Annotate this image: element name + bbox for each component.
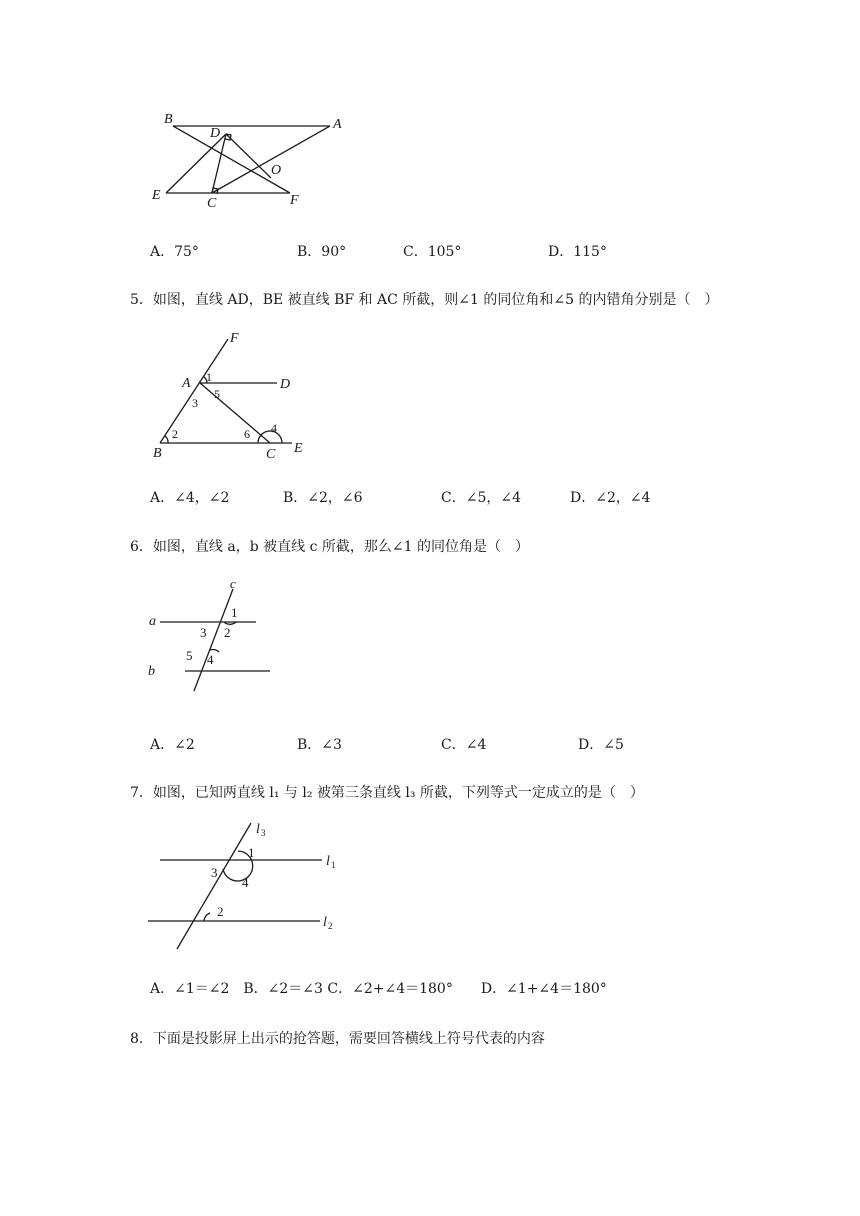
label-l2: l: [323, 915, 327, 930]
q5-figure: [140, 325, 340, 465]
label-E: E: [294, 441, 303, 456]
q6-option-a[interactable]: A．∠2: [150, 737, 195, 753]
q5-question-text: 5．如图，直线 AD，BE 被直线 BF 和 AC 所截，则∠1 的同位角和∠5 的内错角分别是（ ）: [130, 292, 719, 308]
label-C: C: [266, 447, 276, 462]
label-a: a: [149, 614, 156, 629]
label-B: B: [164, 112, 173, 127]
angle-5: 5: [214, 387, 220, 401]
label-E: E: [152, 188, 161, 203]
label-A: A: [182, 376, 191, 391]
q5-option-c[interactable]: C．∠5，∠4: [441, 490, 521, 506]
label-l3: l: [256, 822, 260, 837]
angle-3: 3: [192, 396, 198, 410]
label-D: D: [280, 377, 291, 392]
label-A: A: [333, 117, 342, 132]
label-O: O: [271, 163, 282, 178]
label-F: F: [290, 193, 299, 208]
angle-5: 5: [186, 648, 193, 663]
q6-question-text: 6．如图，直线 a，b 被直线 c 所截，那么∠1 的同位角是（ ）: [130, 539, 529, 555]
q6-option-b[interactable]: B．∠3: [297, 737, 342, 753]
q6-option-d[interactable]: D．∠5: [578, 737, 624, 753]
angle-1: 1: [248, 845, 255, 860]
angle-1: 1: [231, 605, 238, 620]
label-l1: l: [326, 854, 330, 869]
label-b: b: [148, 664, 155, 679]
label-D: D: [210, 126, 221, 141]
q8-question-text: 8．下面是投影屏上出示的抢答题，需要回答横线上符号代表的内容: [130, 1031, 545, 1047]
q5-option-b[interactable]: B．∠2，∠6: [283, 490, 363, 506]
angle-4: 4: [271, 421, 277, 435]
label-F: F: [230, 331, 239, 346]
angle-4: 4: [242, 875, 249, 890]
angle-4: 4: [207, 652, 214, 667]
q7-figure: [140, 815, 360, 955]
q5-option-a[interactable]: A．∠4，∠2: [150, 490, 230, 506]
q4-option-b[interactable]: B．90°: [297, 244, 347, 260]
angle-2: 2: [217, 904, 224, 919]
angle-1: 1: [206, 370, 212, 384]
q6-figure: [140, 575, 270, 695]
label-l2-sub: 2: [328, 921, 333, 931]
label-l1-sub: 1: [331, 860, 336, 870]
angle-3: 3: [200, 625, 207, 640]
label-l3-sub: 3: [261, 828, 266, 838]
angle-6: 6: [244, 427, 250, 441]
q4-option-d[interactable]: D．115°: [548, 244, 607, 260]
q5-option-d[interactable]: D．∠2，∠4: [570, 490, 651, 506]
angle-2: 2: [224, 625, 231, 640]
q7-question-text: 7．如图，已知两直线 l₁ 与 l₂ 被第三条直线 l₃ 所截，下列等式一定成立的是（ ）: [130, 785, 644, 801]
q4-option-c[interactable]: C．105°: [403, 244, 462, 260]
label-c: c: [230, 576, 236, 591]
q7-options[interactable]: A．∠1＝∠2 B．∠2＝∠3 C．∠2+∠4＝180° D．∠1+∠4＝180°: [150, 981, 607, 997]
angle-3: 3: [211, 865, 218, 880]
q4-figure: [140, 105, 370, 215]
angle-2: 2: [172, 427, 178, 441]
q4-option-a[interactable]: A．75°: [150, 244, 199, 260]
label-C: C: [207, 196, 217, 211]
label-B: B: [153, 446, 162, 461]
q6-option-c[interactable]: C．∠4: [441, 737, 487, 753]
